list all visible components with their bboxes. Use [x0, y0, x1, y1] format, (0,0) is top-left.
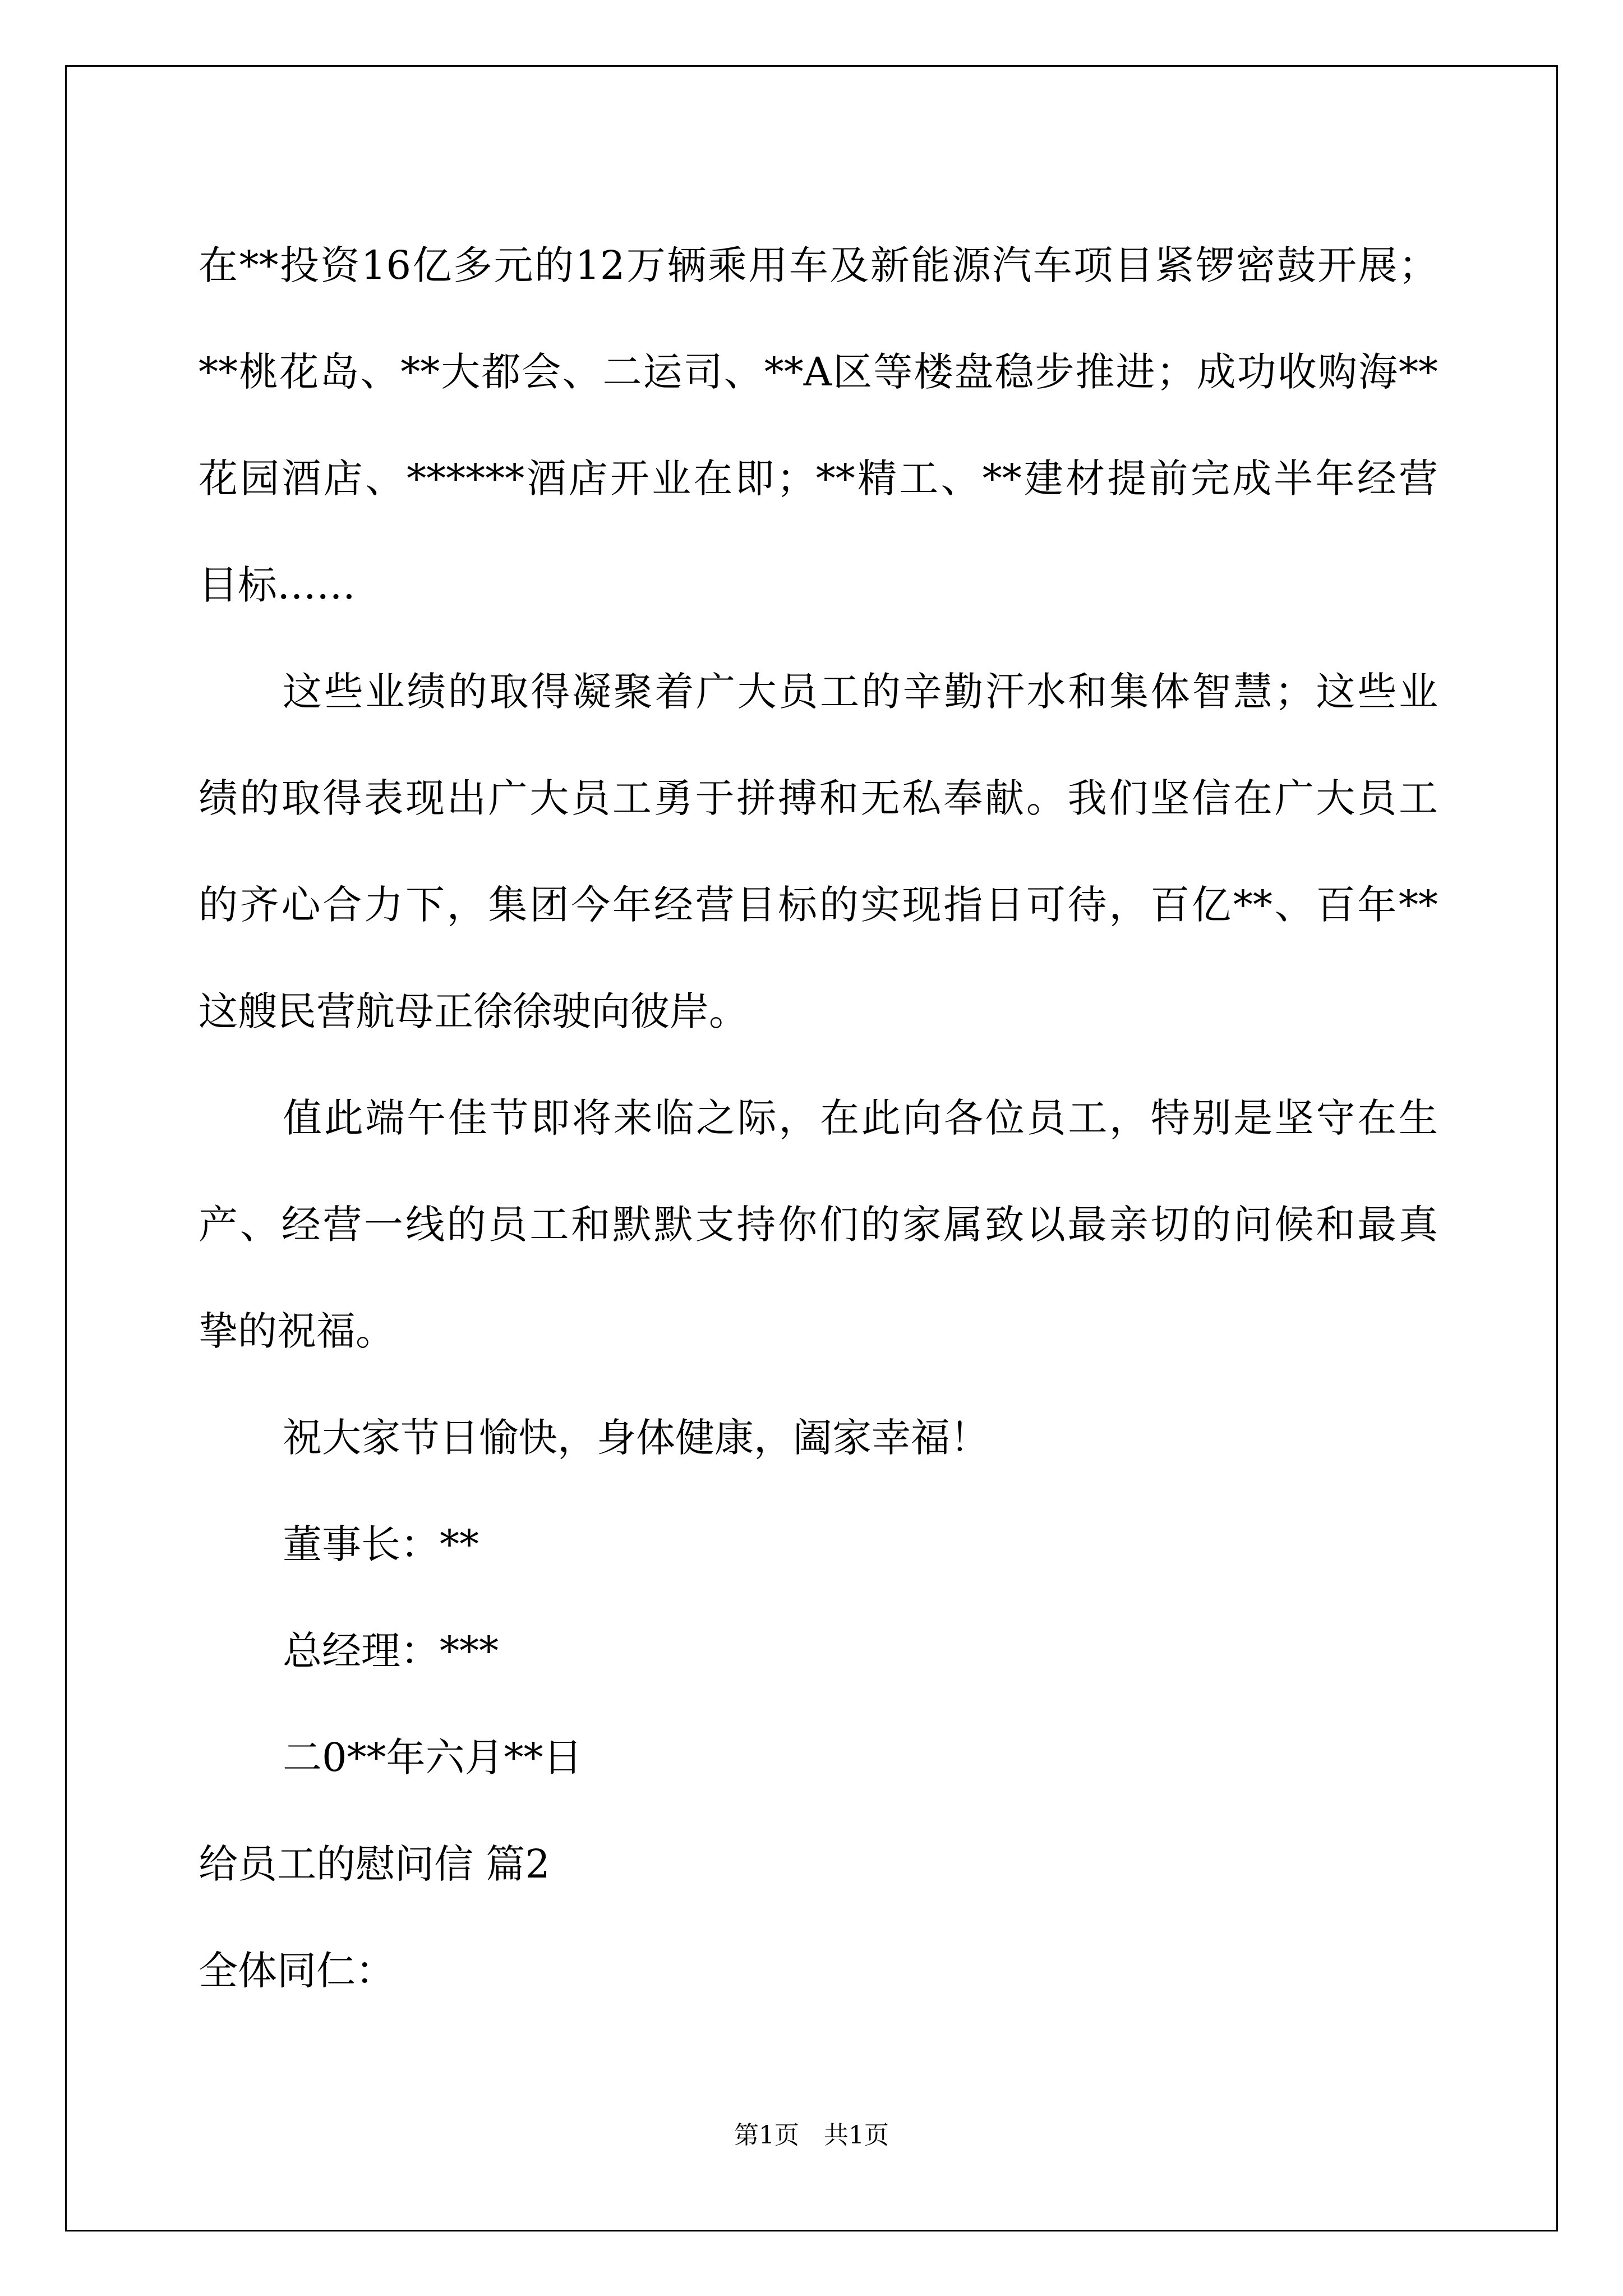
- document-body: [199, 212, 1438, 2024]
- text-line: 目标……: [199, 562, 356, 608]
- text-line: 的齐心合力下，集团今年经营目标的实现指日可待，百亿**、百年**: [199, 882, 1438, 928]
- text-line: 绩的取得表现出广大员工勇于拼搏和无私奉献。我们坚信在广大员工: [199, 775, 1438, 821]
- salutation-line: 全体同仁：: [199, 1948, 395, 1994]
- text-line: **桃花岛、**大都会、二运司、**A区等楼盘稳步推进；成功收购海**: [199, 349, 1438, 395]
- section-heading: 给员工的慰问信 篇2: [199, 1841, 550, 1887]
- text-line: 产、经营一线的员工和默默支持你们的家属致以最亲切的问候和最真: [199, 1202, 1438, 1248]
- greeting-line: 祝大家节日愉快，身体健康，阖家幸福！: [283, 1415, 989, 1461]
- general-manager-signature: 总经理：***: [283, 1628, 499, 1674]
- paragraph-start-line: 值此端午佳节即将来临之际，在此向各位员工，特别是坚守在生: [283, 1095, 1438, 1141]
- text-line: 在**投资16亿多元的12万辆乘用车及新能源汽车项目紧锣密鼓开展；: [199, 242, 1438, 288]
- date-line: 二0**年六月**日: [283, 1734, 583, 1780]
- paragraph-start-line: 这些业绩的取得凝聚着广大员工的辛勤汗水和集体智慧；这些业: [283, 669, 1438, 715]
- page-number-footer: 第1页 共1页: [734, 2121, 889, 2150]
- text-line: 挚的祝福。: [199, 1308, 395, 1354]
- chairman-signature: 董事长：**: [283, 1521, 479, 1567]
- text-line: 花园酒店、******酒店开业在即；**精工、**建材提前完成半年经营: [199, 455, 1438, 501]
- text-line: 这艘民营航母正徐徐驶向彼岸。: [199, 988, 748, 1034]
